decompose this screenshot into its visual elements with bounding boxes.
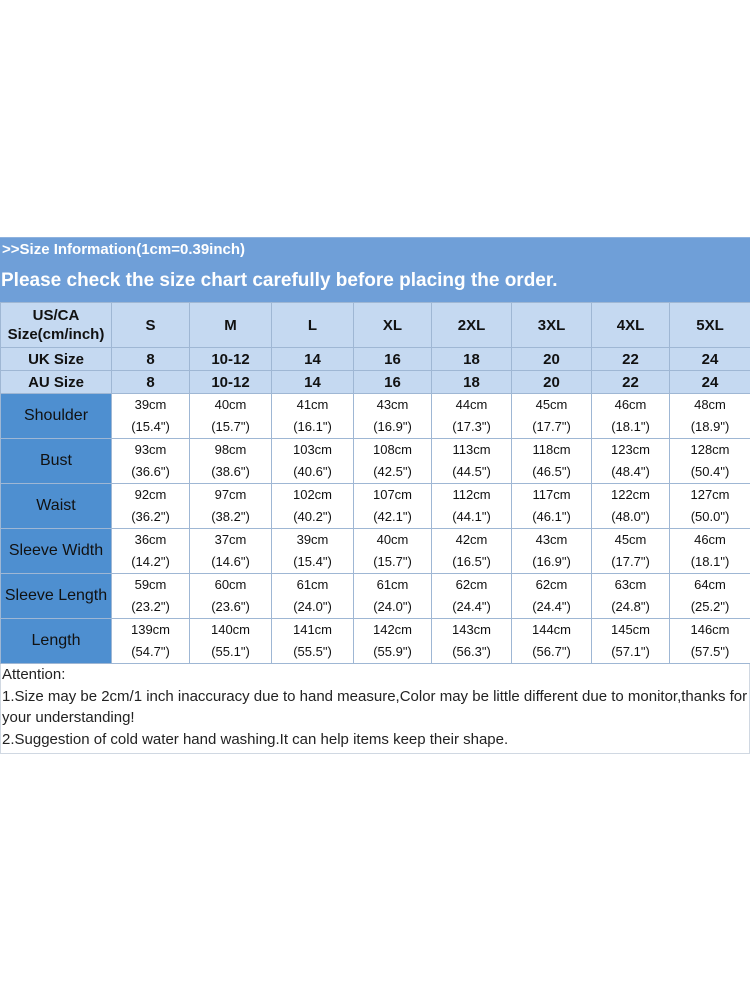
measurement-cell [354,439,432,484]
cm-value: 64cm [694,577,726,592]
au-size-cell: 14 [272,371,354,394]
cm-value: 112cm [452,487,491,502]
measurement-cell [272,394,354,439]
cm-value: 41cm [296,397,329,412]
measurement-label: Sleeve Width [1,529,112,574]
measurement-label: Bust [1,439,112,484]
uk-size-label: UK Size [1,348,112,371]
measurement-cell [112,574,190,619]
measurement-cell [592,439,670,484]
size-chart [0,237,750,754]
measurement-row [1,619,750,664]
au-size-cell: 22 [592,371,670,394]
inch-value: (16.9") [373,419,412,434]
measurement-cell [592,529,670,574]
measurement-label: Sleeve Length [1,574,112,619]
inch-value: (40.2") [293,509,332,524]
cm-value: 103cm [292,442,333,457]
inch-value: (18.9") [690,419,730,434]
measurement-cell [272,619,354,664]
measurement-cell [670,394,750,439]
inch-value: (44.1") [452,509,491,524]
inch-value: (24.4") [532,599,571,614]
measurement-cell [512,394,592,439]
inch-value: (46.5") [532,464,571,479]
inch-value: (14.6") [211,554,250,569]
measurement-cell [112,394,190,439]
uk-size-cell: 20 [512,348,592,371]
measurement-cell [592,619,670,664]
inch-value: (17.7") [532,419,571,434]
cm-value: 39cm [134,397,167,412]
size-header: 5XL [670,303,750,348]
measurement-rows [1,394,750,664]
cm-value: 143cm [451,622,492,637]
inch-value: (24.4") [452,599,491,614]
cm-value: 146cm [690,622,730,637]
size-table [0,302,750,664]
inch-value: (54.7") [131,644,170,659]
measurement-cell [670,529,750,574]
inch-value: (23.6") [211,599,250,614]
measurement-cell [272,484,354,529]
uk-size-cell: 10-12 [190,348,272,371]
cm-value: 108cm [372,442,413,457]
size-header: 4XL [592,303,670,348]
measurement-cell [432,574,512,619]
au-size-cell: 24 [670,371,750,394]
attention-note-1: 1.Size may be 2cm/1 inch inaccuracy due to hand measure,Color may be little different due to monitor,thanks for your understanding! [2,687,748,726]
size-header: S [112,303,190,348]
inch-value: (24.0") [373,599,412,614]
measurement-cell [190,574,272,619]
measurement-label: Waist [1,484,112,529]
inch-value: (38.6") [211,464,250,479]
measurement-cell [112,484,190,529]
inch-value: (15.7") [373,554,412,569]
measurement-row [1,529,750,574]
attention-title: Attention: [2,666,66,683]
measurement-cell [592,394,670,439]
uk-size-cell: 24 [670,348,750,371]
cm-value: 140cm [210,622,251,637]
cm-value: 97cm [214,487,247,502]
inch-value: (44.5") [452,464,491,479]
au-size-cell: 8 [112,371,190,394]
inch-value: (56.3") [452,644,491,659]
cm-value: 144cm [531,622,572,637]
au-size-cell: 18 [432,371,512,394]
measurement-cell [512,619,592,664]
inch-value: (50.0") [690,509,730,524]
cm-value: 145cm [610,622,651,637]
inch-value: (16.9") [532,554,571,569]
inch-value: (42.1") [373,509,412,524]
measurement-cell [592,484,670,529]
uk-size-cell: 14 [272,348,354,371]
inch-value: (16.5") [452,554,491,569]
inch-value: (55.1") [211,644,250,659]
us-size-label: US/CA Size(cm/inch) [1,303,112,348]
inch-value: (17.3") [452,419,491,434]
measurement-cell [272,574,354,619]
inch-value: (17.7") [611,554,650,569]
inch-value: (25.2") [690,599,730,614]
inch-value: (15.7") [211,419,250,434]
measurement-cell [190,619,272,664]
measurement-cell [190,484,272,529]
size-info-banner: >>Size Information(1cm=0.39inch) [0,237,750,261]
measurement-cell [354,574,432,619]
cm-value: 43cm [376,397,409,412]
us-size-row [1,303,750,348]
inch-value: (18.1") [611,419,650,434]
cm-value: 127cm [690,487,730,502]
inch-value: (48.0") [611,509,650,524]
inch-value: (24.8") [611,599,650,614]
measurement-cell [272,529,354,574]
inch-value: (48.4") [611,464,650,479]
cm-value: 102cm [292,487,333,502]
measurement-cell [190,529,272,574]
size-header: L [272,303,354,348]
measurement-cell [512,439,592,484]
cm-value: 63cm [614,577,647,592]
cm-value: 45cm [614,532,647,547]
cm-value: 46cm [614,397,647,412]
measurement-cell [432,529,512,574]
cm-value: 142cm [372,622,413,637]
measurement-cell [354,619,432,664]
cm-value: 61cm [296,577,329,592]
cm-value: 36cm [134,532,167,547]
measurement-label: Length [1,619,112,664]
cm-value: 60cm [214,577,247,592]
au-size-cell: 20 [512,371,592,394]
size-header: M [190,303,272,348]
cm-value: 62cm [455,577,488,592]
inch-value: (36.2") [131,509,170,524]
inch-value: (40.6") [293,464,332,479]
cm-value: 42cm [455,532,488,547]
cm-value: 93cm [134,442,167,457]
cm-value: 123cm [610,442,651,457]
measurement-cell [432,394,512,439]
inch-value: (16.1") [293,419,332,434]
au-size-cell: 10-12 [190,371,272,394]
measurement-cell [432,439,512,484]
measurement-cell [112,439,190,484]
size-header: XL [354,303,432,348]
measurement-cell [512,574,592,619]
measurement-cell [670,574,750,619]
measurement-cell [112,619,190,664]
measurement-cell [190,394,272,439]
measurement-label: Shoulder [1,394,112,439]
measurement-cell [512,529,592,574]
cm-value: 139cm [130,622,171,637]
inch-value: (50.4") [690,464,730,479]
measurement-row [1,394,750,439]
measurement-cell [354,484,432,529]
cm-value: 45cm [535,397,568,412]
measurement-cell [272,439,354,484]
cm-value: 59cm [134,577,167,592]
uk-size-cell: 8 [112,348,190,371]
au-size-cell: 16 [354,371,432,394]
inch-value: (36.6") [131,464,170,479]
inch-value: (56.7") [532,644,571,659]
cm-value: 44cm [455,397,488,412]
measurement-cell [432,484,512,529]
inch-value: (18.1") [690,554,730,569]
inch-value: (42.5") [373,464,412,479]
measurement-cell [592,574,670,619]
inch-value: (57.1") [611,644,650,659]
cm-value: 128cm [690,442,730,457]
attention-notes [0,664,750,754]
cm-value: 43cm [535,532,568,547]
attention-note-2: 2.Suggestion of cold water hand washing.It can help items keep their shape. [2,730,509,748]
inch-value: (57.5") [690,644,730,659]
cm-value: 62cm [535,577,568,592]
cm-value: 118cm [532,442,571,457]
size-notice-banner: Please check the size chart carefully before placing the order. [0,261,750,302]
inch-value: (24.0") [293,599,332,614]
inch-value: (15.4") [293,554,332,569]
cm-value: 48cm [694,397,726,412]
cm-value: 46cm [694,532,726,547]
cm-value: 117cm [532,487,571,502]
inch-value: (38.2") [211,509,250,524]
cm-value: 98cm [214,442,247,457]
au-size-label: AU Size [1,371,112,394]
inch-value: (46.1") [532,509,571,524]
cm-value: 113cm [452,442,491,457]
cm-value: 37cm [214,532,247,547]
cm-value: 40cm [214,397,247,412]
measurement-cell [512,484,592,529]
uk-size-cell: 18 [432,348,512,371]
inch-value: (55.9") [373,644,412,659]
measurement-cell [670,484,750,529]
cm-value: 141cm [292,622,333,637]
inch-value: (15.4") [131,419,170,434]
cm-value: 61cm [376,577,409,592]
measurement-cell [670,439,750,484]
measurement-cell [354,529,432,574]
inch-value: (23.2") [131,599,170,614]
inch-value: (55.5") [293,644,332,659]
cm-value: 39cm [296,532,329,547]
inch-value: (14.2") [131,554,170,569]
cm-value: 40cm [376,532,409,547]
measurement-cell [432,619,512,664]
measurement-cell [112,529,190,574]
au-size-row [1,371,750,394]
uk-size-row [1,348,750,371]
size-header: 3XL [512,303,592,348]
uk-size-cell: 16 [354,348,432,371]
measurement-row [1,439,750,484]
uk-size-cell: 22 [592,348,670,371]
cm-value: 122cm [610,487,651,502]
measurement-cell [354,394,432,439]
measurement-row [1,484,750,529]
cm-value: 107cm [372,487,413,502]
measurement-cell [190,439,272,484]
measurement-cell [670,619,750,664]
cm-value: 92cm [134,487,167,502]
size-header: 2XL [432,303,512,348]
measurement-row [1,574,750,619]
